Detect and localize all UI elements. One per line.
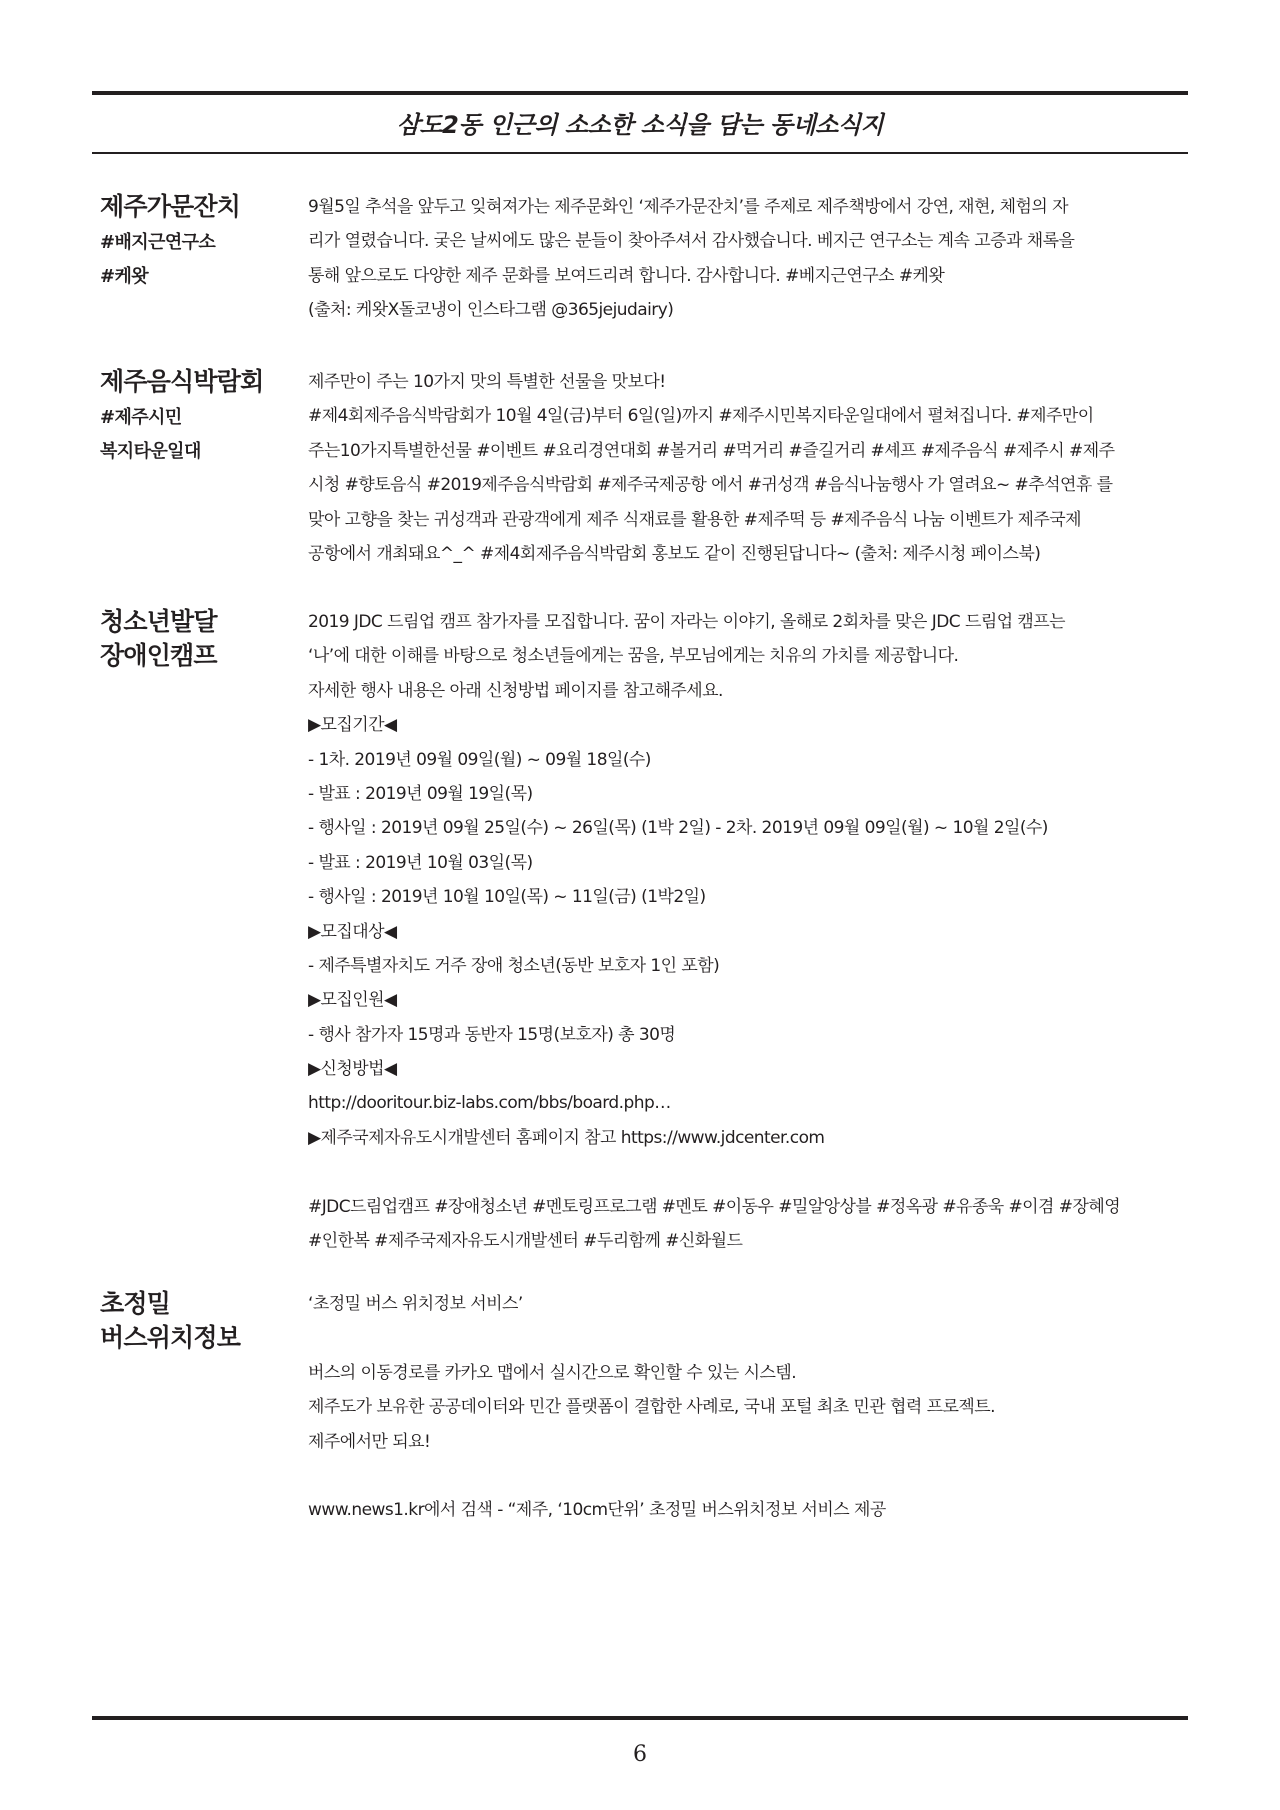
article-tag: 복지타운일대 bbox=[100, 441, 201, 462]
article-label bbox=[100, 605, 300, 673]
body-line: ▶신청방법◀ bbox=[308, 1059, 397, 1080]
blank-line bbox=[308, 1155, 1188, 1189]
article-tag: #제주시민 bbox=[100, 407, 182, 428]
body-line: ▶모집기간◀ bbox=[308, 715, 397, 736]
body-line: 자세한 행사 내용은 아래 신청방법 페이지를 참고해주세요. bbox=[308, 680, 723, 701]
article-label bbox=[100, 365, 300, 469]
apply-url-link[interactable]: http://dooritour.biz-labs.com/bbs/board.php… bbox=[308, 1093, 671, 1114]
body-line: 리가 열렸습니다. 궂은 날씨에도 많은 분들이 찾아주셔서 감사했습니다. 베지근 연구소는 계속 고증과 채록을 bbox=[308, 231, 1075, 252]
body-line: 제주에서만 되요! bbox=[308, 1431, 431, 1452]
article-label bbox=[100, 1287, 300, 1355]
article-label bbox=[100, 190, 300, 294]
body-line: - 행사일 : 2019년 10월 10일(목) ~ 11일(금) (1박2일) bbox=[308, 887, 706, 908]
body-line: 공항에서 개최돼요^_^ #제4회제주음식박람회 홍보도 같이 진행된답니다~ (출처: 제주시청 페이스북) bbox=[308, 543, 1041, 564]
body-line: ▶모집대상◀ bbox=[308, 921, 397, 942]
hashtag-line: #JDC드림업캠프 #장애청소년 #멘토링프로그램 #멘토 #이동우 #밀알앙상블 #정옥광 #유종욱 #이겸 #장혜영 bbox=[308, 1196, 1121, 1217]
body-line: ▶모집인원◀ bbox=[308, 990, 397, 1011]
newsletter-masthead-title: 삼도2동 인근의 소소한 소식을 담는 동네소식지 bbox=[396, 111, 884, 139]
article-body bbox=[308, 605, 1188, 1258]
hashtag-line: #인한복 #제주국제자유도시개발센터 #두리함께 #신화월드 bbox=[308, 1231, 743, 1252]
body-line: ‘초정밀 버스 위치정보 서비스’ bbox=[308, 1294, 523, 1314]
news-source-line: www.news1.kr에서 검색 - “제주, ‘10cm단위’ 초정밀 버스위치정보 서비스 제공 bbox=[308, 1500, 886, 1521]
masthead-bottom-rule bbox=[92, 152, 1188, 154]
article-title-line: 초정밀 bbox=[100, 1289, 171, 1318]
body-line: 시청 #향토음식 #2019제주음식박람회 #제주국제공항 에서 #귀성객 #음식나눔행사 가 열려요~ #추석연휴 를 bbox=[308, 475, 1113, 496]
body-line: 제주도가 보유한 공공데이터와 민간 플랫폼이 결합한 사례로, 국내 포털 최초 민관 협력 프로젝트. bbox=[308, 1397, 995, 1418]
body-line: - 발표 : 2019년 09월 19일(목) bbox=[308, 783, 533, 804]
article-title-line: 버스위치정보 bbox=[100, 1323, 241, 1352]
page-number: 6 bbox=[633, 1742, 647, 1767]
body-line: - 1차. 2019년 09월 09일(월) ~ 09월 18일(수) bbox=[308, 749, 651, 770]
article-tag: #배지근연구소 bbox=[100, 232, 216, 253]
body-line: - 행사 참가자 15명과 동반자 15명(보호자) 총 30명 bbox=[308, 1024, 676, 1045]
body-line: - 행사일 : 2019년 09월 25일(수) ~ 26일(목) (1박 2일) - 2차. 2019년 09월 09일(월) ~ 10월 2일(수) bbox=[308, 818, 1048, 839]
body-line: ‘나’에 대한 이해를 바탕으로 청소년들에게는 꿈을, 부모님에게는 치유의 가치를 제공합니다. bbox=[308, 646, 959, 667]
body-line: 통해 앞으로도 다양한 제주 문화를 보여드리려 합니다. 감사합니다. #베지근연구소 #케왓 bbox=[308, 265, 945, 286]
body-line: (출처: 케왓X돌코냉이 인스타그램 @365jejudairy) bbox=[308, 300, 674, 321]
footer-rule bbox=[92, 1716, 1188, 1720]
masthead-top-rule bbox=[92, 91, 1188, 95]
article-tag: #케왓 bbox=[100, 266, 149, 287]
body-line: 2019 JDC 드림업 캠프 참가자를 모집합니다. 꿈이 자라는 이야기, 올해로 2회차를 맞은 JDC 드림업 캠프는 bbox=[308, 612, 1066, 632]
article-title: 제주음식박람회 bbox=[100, 367, 264, 396]
body-line: 9월5일 추석을 앞두고 잊혀져가는 제주문화인 ‘제주가문잔치’를 주제로 제주책방에서 강연, 재현, 체험의 자 bbox=[308, 197, 1068, 217]
body-line: 제주만이 주는 10가지 맛의 특별한 선물을 맛보다! bbox=[308, 372, 666, 392]
body-line: - 제주특별자치도 거주 장애 청소년(동반 보호자 1인 포함) bbox=[308, 955, 720, 976]
article-title-line: 장애인캠프 bbox=[100, 641, 217, 670]
body-line: 버스의 이동경로를 카카오 맵에서 실시간으로 확인할 수 있는 시스템. bbox=[308, 1362, 797, 1383]
jdcenter-homepage-link[interactable]: ▶제주국제자유도시개발센터 홈페이지 참고 https://www.jdcenter.com bbox=[308, 1127, 825, 1148]
body-line: 맞아 고향을 찾는 귀성객과 관광객에게 제주 식재료를 활용한 #제주떡 등 #제주음식 나눔 이벤트가 제주국제 bbox=[308, 509, 1081, 530]
blank-line bbox=[308, 1321, 1188, 1355]
body-line: #제4회제주음식박람회가 10월 4일(금)부터 6일(일)까지 #제주시민복지타운일대에서 펼쳐집니다. #제주만이 bbox=[308, 406, 1094, 427]
blank-line bbox=[308, 1459, 1188, 1493]
article-body bbox=[308, 365, 1188, 571]
article-body bbox=[308, 1287, 1188, 1528]
body-line: 주는10가지특별한선물 #이벤트 #요리경연대회 #볼거리 #먹거리 #즐길거리 #셰프 #제주음식 #제주시 #제주 bbox=[308, 440, 1115, 461]
body-line: - 발표 : 2019년 10월 03일(목) bbox=[308, 852, 533, 873]
article-title: 제주가문잔치 bbox=[100, 192, 241, 221]
article-body bbox=[308, 190, 1188, 328]
article-title-line: 청소년발달 bbox=[100, 607, 217, 636]
